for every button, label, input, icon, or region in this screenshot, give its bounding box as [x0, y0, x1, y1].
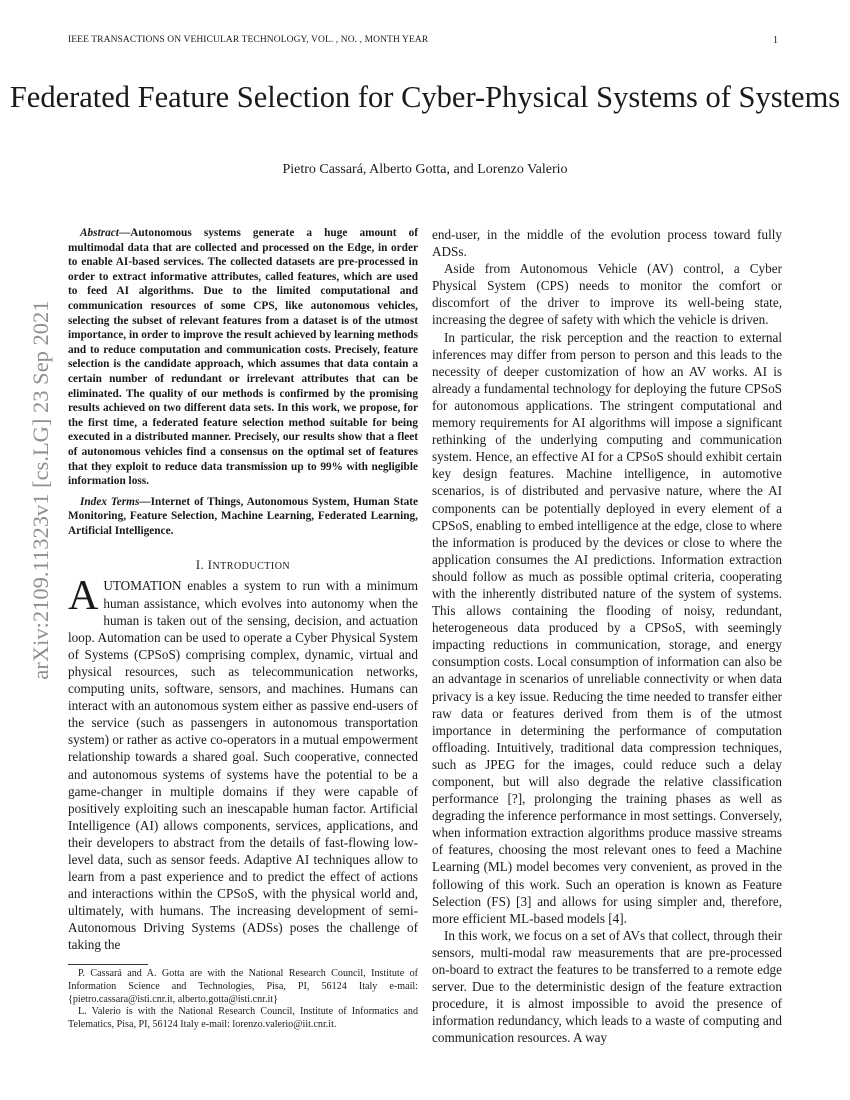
abstract-text: —Autonomous systems generate a huge amount of multimodal data that are collected and processed on the Edge, in order to enable AI-based services. The collected datasets are pre-processed in order to extract informative attributes, called features, which are used to feed AI algorithms. Due to the limited computational and communication resources of some CPS, like autonomous vehicles, selecting the subset of relevant features from a dataset is of the utmost importance, in order to improve the result achieved by learning methods and to reduce computation and communication costs. Precisely, feature selection is the candidate approach, which assumes that data contain a certain number of redundant or irrelevant attributes that can be eliminated. The quality of our methods is confirmed by the promising results achieved on two different data sets. In this work, we propose, for the first time, a federated feature selection method suitable for being executed in a distributed manner. Precisely, our results show that a fleet of autonomous vehicles find a consensus on the optimal set of features that they exploit to reduce data transmission up to 99% with negligible information loss.: [68, 227, 418, 488]
right-column: [432, 226, 782, 1047]
intro-paragraph-3: In particular, the risk perception and the reaction to external inferences may differ from person to person and this leads to the necessity of deeper customization of how an AV works. AI is already a fundamental technology for deploying the future CPSoS for autonomous applications. The stringent computational and memory requirements for AI algorithms will impose a significant rethinking of the underlying computing and communication system. Hence, an effective AI for a CPSoS should exhibit certain key design features. Machine intelligence, in automotive scenarios, is of distributed and pervasive nature, where the AI components can be potentially deployed in every element of a CPSoS, enabling to embed intelligence at the edge, close to where the information is produced by the devices or close to where the application consumes the AI predictions. Information extraction should follow as much as possible optimal criteria, cooperating with the inherently distributed nature of the system of systems. This allows containing the flooding of noisy, redundant, heterogeneous data produced by a CPSoS, with seemingly impacting reductions in communication, storage, and energy consumption costs. Local consumption of information can also be an advantage in scenarios of unreliable connectivity or when data privacy is a key issue. Reducing the time needed to transfer either raw data or features derived from them is of the utmost importance in determining the performance of computation offloading. Intuitively, traditional data compression techniques, such as JPEG for the images, could reduce such a delay component, but will also degrade the relative classification performance [?], prolonging the training phases as well as degrading the inference performance in most settings. Conversely, when information extraction algorithms produce massive streams of features, choosing the most relevant ones to feed a Machine Learning (ML) model becomes very convenient, as proved in the following of this work. Such an operation is known as Feature Selection (FS) [3] and allows for using simpler and, therefore, more efficient ML-based models [4].: [432, 329, 782, 926]
footnote-rule: [68, 964, 148, 965]
arxiv-identifier: arXiv:2109.11323v1 [cs.LG] 23 Sep 2021: [28, 300, 53, 680]
index-terms: [68, 495, 418, 539]
section-title-initial: I: [207, 558, 213, 573]
left-column: [68, 226, 418, 954]
index-terms-text: —Internet of Things, Autonomous System, Human State Monitoring, Feature Selection, Machine Learning, Federated Learning, Artificial Intelligence.: [68, 495, 419, 537]
footnotes: [68, 968, 418, 1032]
section-number: I.: [195, 558, 205, 573]
section-title-rest: NTRODUCTION: [212, 561, 291, 573]
author-list: Pietro Cassará, Alberto Gotta, and Lorenzo Valerio: [282, 162, 568, 177]
drop-cap: A: [68, 573, 99, 620]
running-header: IEEE TRANSACTIONS ON VEHICULAR TECHNOLOGY, VOL. , NO. , MONTH YEAR: [68, 35, 429, 45]
index-terms-label: Index Terms: [80, 495, 140, 508]
paper-title: Federated Feature Selection for Cyber-Physical Systems of Systems: [9, 80, 841, 114]
page-number: 1: [773, 35, 778, 46]
section-heading-introduction: [68, 558, 418, 573]
footnote-affiliation-1: P. Cassará and A. Gotta are with the National Research Council, Institute of Information Science and Technologies, Pisa, PI, 56124 Italy e-mail: {pietro.cassara@isti.cnr.it, alberto.gotta@isti.cnr.it}: [68, 968, 418, 1005]
abstract-label: Abstract: [80, 227, 119, 239]
intro-paragraph-4: In this work, we focus on a set of AVs that collect, through their sensors, multi-modal raw measurements that are pre-processed on-board to extract the features to be transferred to a remote edge server. Due to the deterministic design of the feature extraction procedure, it is almost impossible to avoid the presence of information redundancy, which leads to a waste of computing and communication resources. A way: [432, 927, 782, 1046]
abstract: [68, 226, 418, 489]
arxiv-sidebar: [16, 280, 66, 700]
intro-paragraph-1-text: UTOMATION enables a system to run with a minimum human assistance, which evolves into autonomy when the human is taken out of the sensing, decision, and actuation loop. Automation can be used to operate a Cyber Physical System of Systems (CPSoS) comprising complex, dynamic, virtual and physical resources, such as telecommunication networks, computing units, software, sensors, and machines. Humans can interact with an autonomous system either as passive end-users of the service (such as passengers in autonomous transportation system) or rather as active co-operators in a mutual empowerment relationship towards a shared goal. Such cooperative, connected and autonomous systems of systems have the potential to be a game-changer in multiple domains if they were capable of positively exploiting such an inescapable human factor. Artificial Intelligence (AI) allows components, services, applications, and their developers to abstract from the details of fast-flowing low-level data, such as sensor feeds. Adaptive AI techniques allow to learn from a past experience and to predict the effect of actions and interactions within the CPSoS, with the physical world and, ultimately, with humans. The increasing development of semi-Autonomous Driving Systems (ADSs) poses the challenge of taking the: [68, 578, 418, 953]
intro-paragraph-1: [68, 573, 418, 953]
footnote-affiliation-2: L. Valerio is with the National Research Council, Institute of Informatics and Telematics, Pisa, PI, 56124 Italy e-mail: lorenzo.valerio@iit.cnr.it.: [68, 1006, 418, 1031]
intro-paragraph-1-continued: end-user, in the middle of the evolution process toward fully ADSs.: [432, 227, 782, 260]
intro-paragraph-2: Aside from Autonomous Vehicle (AV) control, a Cyber Physical System (CPS) needs to monitor the comfort or discomfort of the driver to improve its well-being state, increasing the degree of safety with which the vehicle is driven.: [432, 261, 782, 328]
